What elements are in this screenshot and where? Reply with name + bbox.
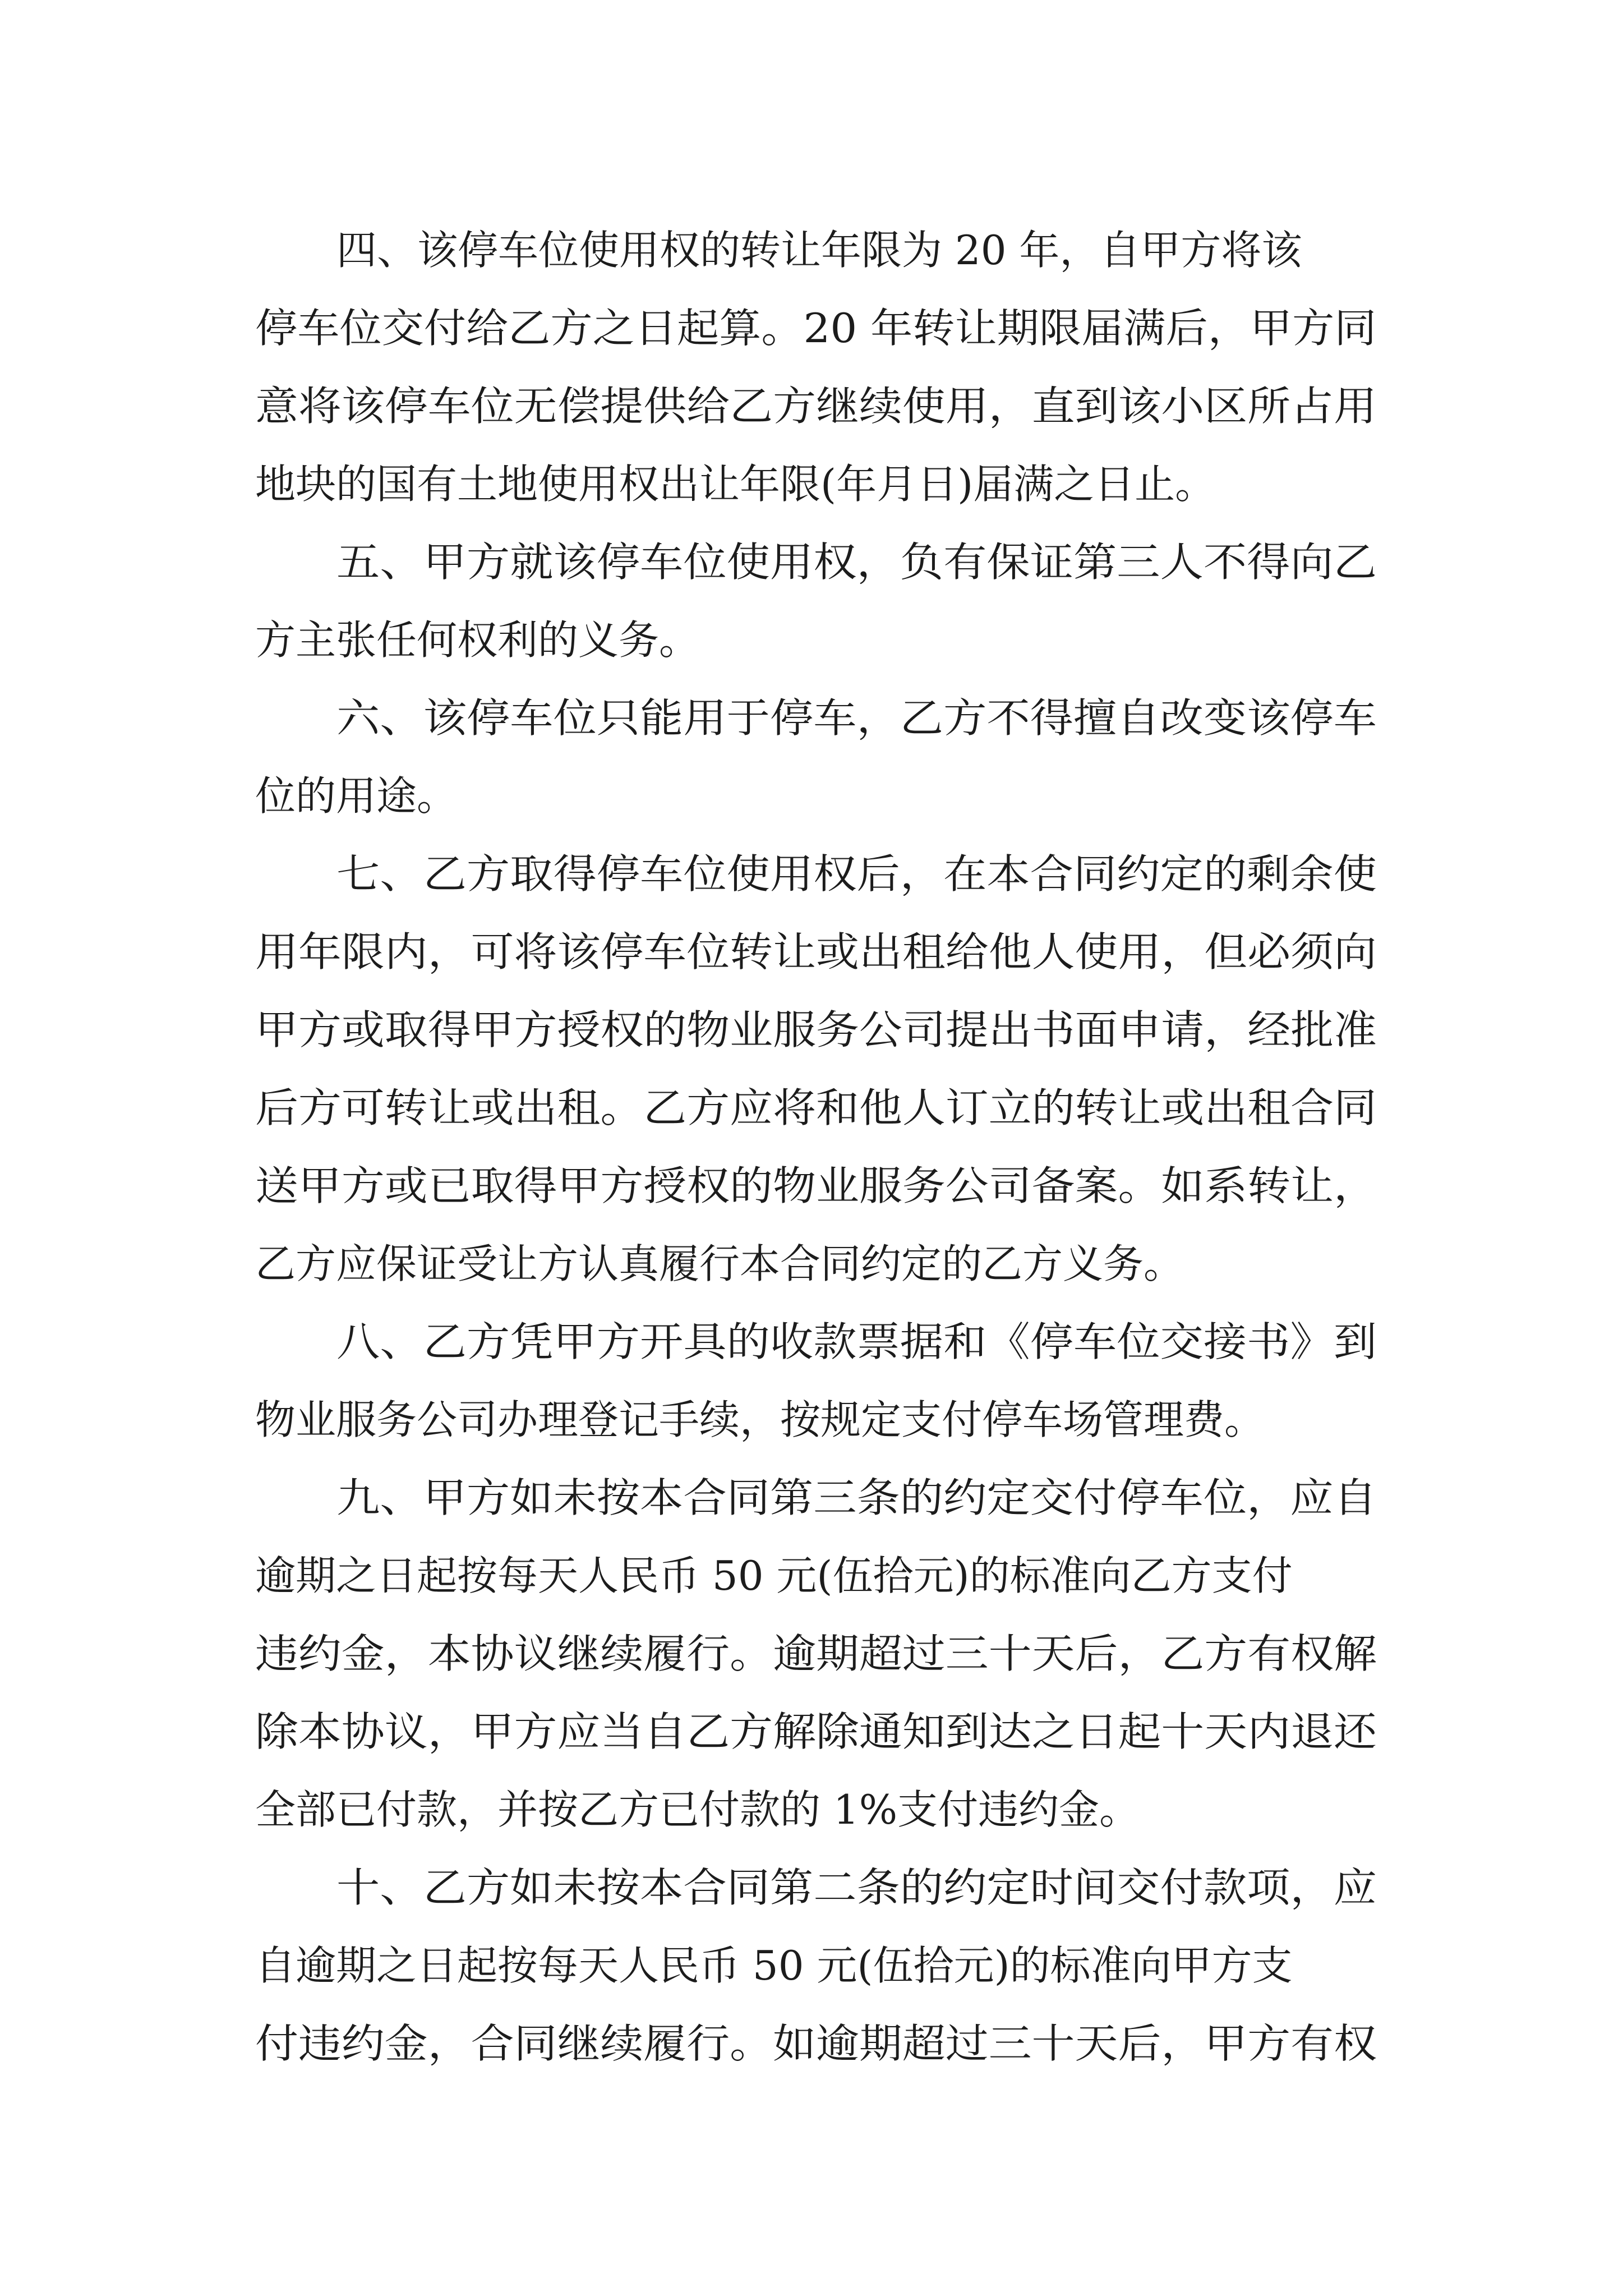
clause-6-line-1: 六、该停车位只能用于停车，乙方不得擅自改变该停车 (336, 694, 1377, 742)
clause-4-line-4: 地块的国有土地使用权出让年限(年月日)届满之日止。 (255, 461, 1216, 508)
clause-6-line-2: 位的用途。 (255, 772, 458, 820)
clause-10-line-2: 自逾期之日起按每天人民币 50 元(伍拾元)的标准向甲方支 (255, 1942, 1293, 1989)
clause-7-line-2: 用年限内，可将该停车位转让或出租给他人使用，但必须向 (255, 928, 1377, 976)
clause-5-line-2: 方主张任何权利的义务。 (255, 616, 700, 664)
clause-7-line-6: 乙方应保证受让方认真履行本合同约定的乙方义务。 (255, 1240, 1184, 1287)
clause-9-line-3: 违约金，本协议继续履行。逾期超过三十天后，乙方有权解 (255, 1630, 1377, 1677)
clause-4-line-2: 停车位交付给乙方之日起算。20 年转让期限届满后，甲方同 (255, 305, 1377, 352)
clause-9-line-2: 逾期之日起按每天人民币 50 元(伍拾元)的标准向乙方支付 (255, 1552, 1293, 1599)
clause-8-line-2: 物业服务公司办理登记手续，按规定支付停车场管理费。 (255, 1396, 1265, 1443)
clause-9-line-4: 除本协议，甲方应当自乙方解除通知到达之日起十天内退还 (255, 1708, 1377, 1755)
clause-9-line-1: 九、甲方如未按本合同第三条的约定交付停车位，应自 (336, 1474, 1377, 1521)
clause-4-line-3: 意将该停车位无偿提供给乙方继续使用，直到该小区所占用 (255, 383, 1377, 430)
clause-7-line-5: 送甲方或已取得甲方授权的物业服务公司备案。如系转让， (255, 1162, 1377, 1209)
clause-7-line-4: 后方可转让或出租。乙方应将和他人订立的转让或出租合同 (255, 1084, 1377, 1131)
clause-7-line-3: 甲方或取得甲方授权的物业服务公司提出书面申请，经批准 (255, 1006, 1377, 1053)
clause-10-line-1: 十、乙方如未按本合同第二条的约定时间交付款项，应 (336, 1864, 1377, 1911)
clause-7-line-1: 七、乙方取得停车位使用权后，在本合同约定的剩余使 (336, 850, 1377, 898)
clause-9-line-5: 全部已付款，并按乙方已付款的 1%支付违约金。 (255, 1786, 1140, 1833)
clause-4-line-1: 四、该停车位使用权的转让年限为 20 年，自甲方将该 (336, 227, 1302, 274)
clause-8-line-1: 八、乙方凭甲方开具的收款票据和《停车位交接书》到 (336, 1318, 1377, 1365)
clause-10-line-3: 付违约金，合同继续履行。如逾期超过三十天后，甲方有权 (255, 2020, 1377, 2067)
clause-5-line-1: 五、甲方就该停车位使用权，负有保证第三人不得向乙 (336, 539, 1377, 586)
